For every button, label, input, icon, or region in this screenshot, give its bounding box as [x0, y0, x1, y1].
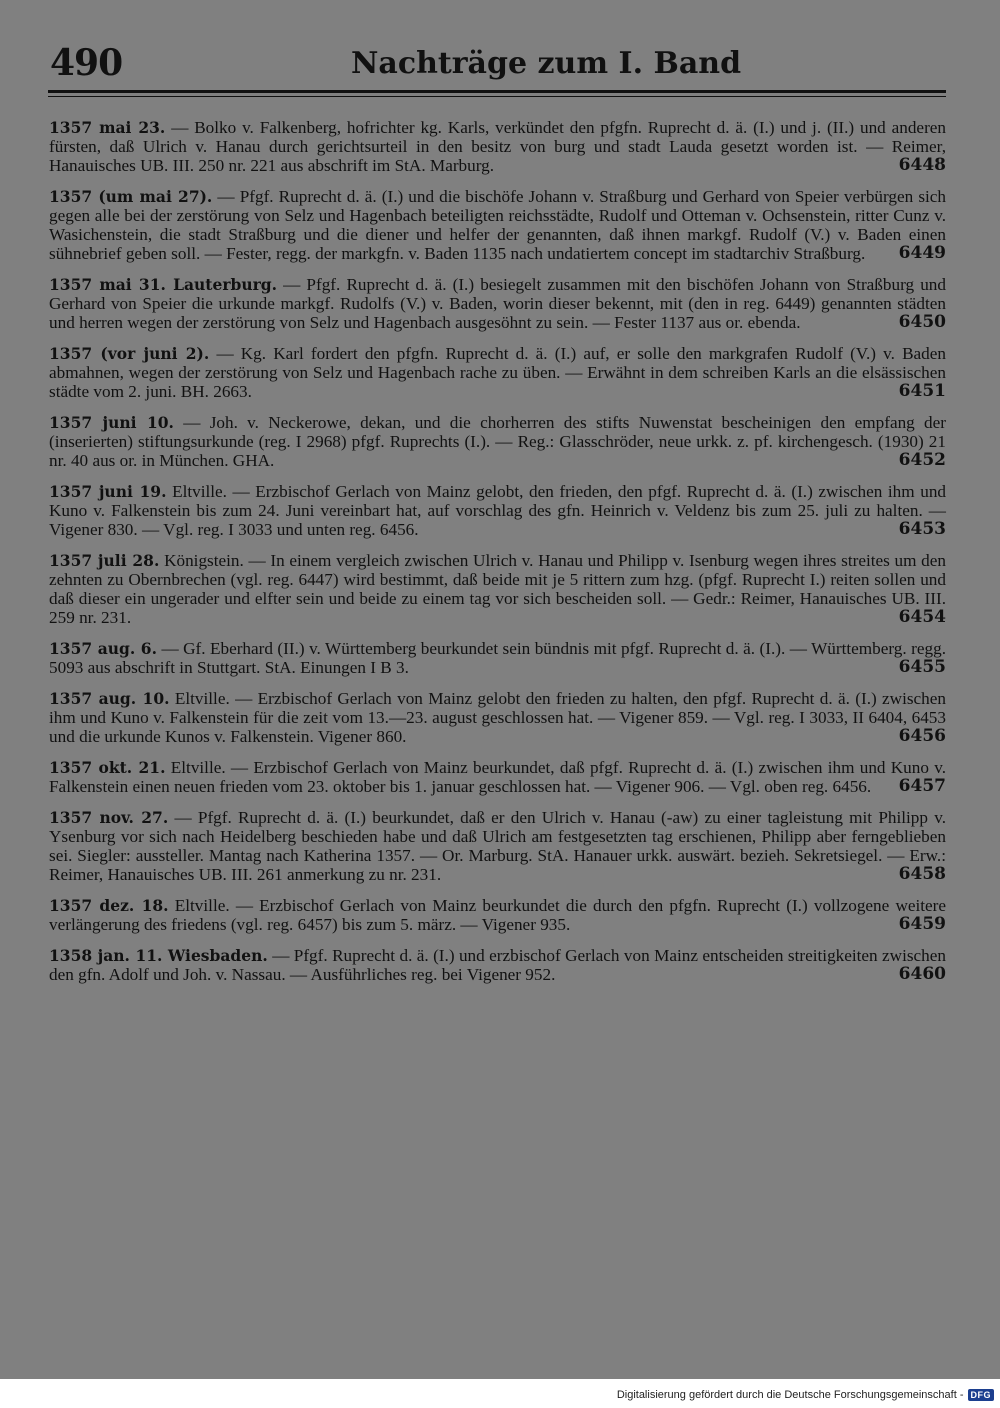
entry-number: 6450: [898, 312, 946, 332]
entry-number: 6448: [898, 155, 946, 175]
regest-entry: [49, 482, 946, 539]
entry-number: 6451: [898, 381, 946, 401]
entry-date: 1357 juli 28.: [49, 551, 160, 570]
dfg-logo: DFG: [968, 1389, 995, 1401]
entry-date: 1357 dez. 18.: [49, 896, 169, 915]
regest-entry: [49, 187, 946, 263]
entry-text: — Pfgf. Ruprecht d. ä. (I.) und erzbischof Gerlach von Mainz entscheiden streitigkeiten zwischen den gfn. Adolf und Joh. v. Nassau. — Ausführliches reg. bei Vigener 952.: [49, 946, 947, 984]
entry-number: 6453: [898, 519, 946, 539]
entry-number: 6454: [898, 607, 946, 627]
entry-text: Eltville. — Erzbischof Gerlach von Mainz gelobt, den frieden, den pfgf. Ruprecht d. ä. (I.) zwischen ihm und Kuno v. Falkenstein bis zum 24. Juni vereinbart hat, auf vorschlag des gfn. Heinrich v. Veldenz bis zum 25. juli zu halten. — Vigener 830. — Vgl. reg. I 3033 und unten reg. 6456.: [49, 482, 947, 539]
header-rule-thick: [48, 90, 946, 93]
entry-date: 1357 aug. 10.: [49, 689, 170, 708]
entry-date: 1357 juni 19.: [49, 482, 167, 501]
entry-text: — Pfgf. Ruprecht d. ä. (I.) besiegelt zusammen mit den bischöfen Johann von Straßburg und Gerhard von Speier die urkunde markgf. Rudolfs (V.) v. Baden, worin dieser bekennt, mit (den in reg. 6449) genannten städten und herren wegen der zerstörung von Selz und Hagenbach ausgesöhnt zu sein. — Fester 1137 aus or. ebenda.: [49, 275, 946, 332]
footer-credit: Digitalisierung gefördert durch die Deutsche Forschungsgemeinschaft -: [616, 1389, 964, 1401]
regest-entry: [49, 896, 946, 934]
entry-number: 6452: [898, 450, 946, 470]
entry-text: Eltville. — Erzbischof Gerlach von Mainz gelobt den frieden zu halten, den pfgf. Ruprecht d. ä. (I.) zwischen ihm und Kuno v. Falkenstein für die zeit vom 13.—23. august geschlossen hat. — Vigener 859. — Vgl. reg. I 3033, II 6404, 6453 und die urkunde Kunos v. Falkenstein. Vigener 860.: [49, 689, 947, 746]
entry-date: 1357 okt. 21.: [49, 758, 166, 777]
entry-number: 6456: [898, 726, 946, 746]
page-header: [50, 40, 946, 88]
entry-date: 1358 jan. 11. Wiesbaden.: [49, 946, 268, 965]
entry-number: 6460: [898, 964, 946, 984]
entry-text: — Gf. Eberhard (II.) v. Württemberg beurkundet sein bündnis mit pfgf. Ruprecht d. ä. (I.). — Württemberg. regg. 5093 aus abschrift in Stuttgart. StA. Einungen I B 3.: [49, 639, 946, 677]
entry-date: 1357 nov. 27.: [49, 808, 169, 827]
regest-entry: [49, 118, 946, 175]
regest-entry: [49, 413, 946, 470]
entry-text: Eltville. — Erzbischof Gerlach von Mainz beurkundet die durch den pfgfn. Ruprecht (I.) vollzogene weitere verlängerung des friedens (vgl. reg. 6457) bis zum 5. märz. — Vigener 935.: [49, 896, 947, 934]
regest-entry: [49, 639, 946, 677]
header-rule-thin: [48, 96, 946, 97]
entry-number: 6459: [898, 914, 946, 934]
page-number: 490: [50, 42, 123, 84]
entry-number: 6455: [898, 657, 946, 677]
regest-entry: [49, 689, 946, 746]
regest-entry: [49, 808, 946, 884]
entry-date: 1357 (vor juni 2).: [49, 344, 210, 363]
entry-number: 6449: [898, 243, 946, 263]
entry-text: — Kg. Karl fordert den pfgfn. Ruprecht d. ä. (I.) auf, er solle den markgrafen Rudolf (V.) v. Baden abmahnen, wegen der zerstörung von Selz und Hagenbach rache zu üben. — Erwähnt in dem schreiben Karls an die elsässischen städte vom 2. juni. BH. 2663.: [49, 344, 946, 401]
entry-date: 1357 juni 10.: [49, 413, 174, 432]
entry-text: — Pfgf. Ruprecht d. ä. (I.) beurkundet, daß er den Ulrich v. Hanau (-aw) zu einer tagleistung mit Philipp v. Ysenburg vor sich nach Heidelberg beschieden habe und daß Ulrich am festgesetzten tag erschienen, Philipp aber ferngeblieben sei. Siegler: aussteller. Mantag nach Katherina 1357. — Or. Marburg. StA. Hanauer urkk. auswärt. bezieh. Sekretsiegel. — Erw.: Reimer, Hanauisches UB. III. 261 anmerkung zu nr. 231.: [49, 808, 946, 884]
running-title: Nachträge zum I. Band: [350, 46, 742, 81]
entry-text: Königstein. — In einem vergleich zwischen Ulrich v. Hanau und Philipp v. Isenburg wegen ihres streites um den zehnten zu Obernbrechen (vgl. reg. 6447) wird bestimmt, daß beide mit je 5 rittern zum hzg. (pfgf. Ruprecht I.) reiten sollen und daß dieser ein ungerader und elfter sein und beide zu einem tag vor sich bescheiden soll. — Gedr.: Reimer, Hanauisches UB. III. 259 nr. 231.: [49, 551, 946, 627]
regest-entry: [49, 551, 946, 627]
entry-date: 1357 mai 23.: [49, 118, 166, 137]
regest-entry: [49, 946, 946, 984]
footer: [617, 1387, 994, 1403]
entry-date: 1357 (um mai 27).: [49, 187, 213, 206]
regest-entry: [49, 275, 946, 332]
entry-text: — Joh. v. Neckerowe, dekan, und die chorherren des stifts Nuwenstat bescheinigen den empfang der (inserierten) stiftungsurkunde (reg. I 2968) pfgf. Ruprechts (I.). — Reg.: Glasschröder, neue urkk. z. pf. kirchengesch. (1930) 21 nr. 40 aus or. in München. GHA.: [49, 413, 947, 470]
entry-number: 6457: [898, 776, 946, 796]
entry-text: — Pfgf. Ruprecht d. ä. (I.) und die bischöfe Johann v. Straßburg und Gerhard von Speier verbürgen sich gegen alle bei der zerstörung von Selz und Hagenbach beteiligten reichsstädte, Rudolf und Otteman v. Ochsenstein, ritter Cunz v. Wasichenstein, die stadt Straßburg und die diener und helfer der genannten, daß ihnen markgf. Rudolf (V.) v. Baden einen sühnebrief geben soll. — Fester, regg. der markgfn. v. Baden 1135 nach undatiertem concept im stadtarchiv Straßburg.: [49, 187, 947, 263]
regest-list: [49, 118, 946, 996]
regest-entry: [49, 344, 946, 401]
entry-number: 6458: [898, 864, 946, 884]
entry-date: 1357 mai 31. Lauterburg.: [49, 275, 277, 294]
entry-text: Eltville. — Erzbischof Gerlach von Mainz beurkundet, daß pfgf. Ruprecht d. ä. (I.) zwischen ihm und Kuno v. Falkenstein einen neuen frieden vom 23. oktober bis 1. januar geschlossen hat. — Vigener 906. — Vgl. oben reg. 6456.: [49, 758, 947, 796]
entry-text: — Bolko v. Falkenberg, hofrichter kg. Karls, verkündet den pfgfn. Ruprecht d. ä. (I.) und j. (II.) und anderen fürsten, daß Ulrich v. Hanau durch gerichtsurteil in den besitz von burg und stadt Lauda gesetzt worden ist. — Reimer, Hanauisches UB. III. 250 nr. 221 aus abschrift im StA. Marburg.: [49, 118, 947, 175]
entry-date: 1357 aug. 6.: [49, 639, 157, 658]
regest-entry: [49, 758, 946, 796]
